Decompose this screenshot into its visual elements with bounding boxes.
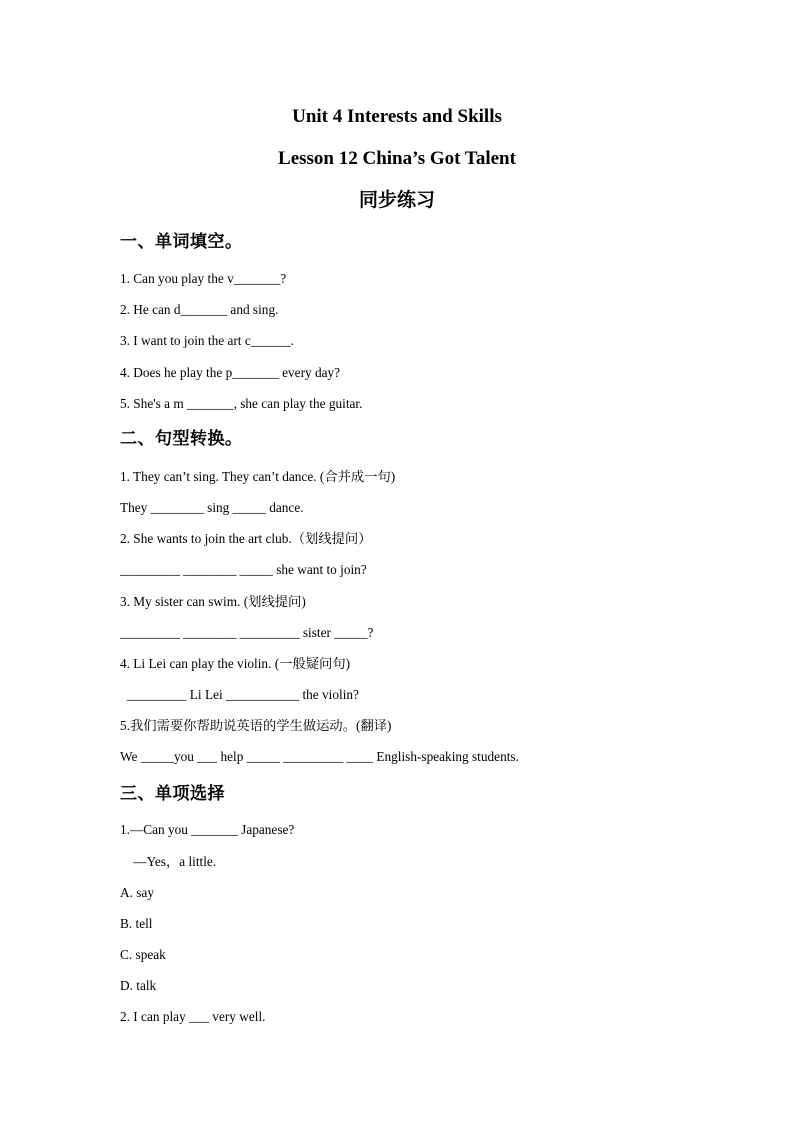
worksheet-subtitle: 同步练习 (358, 190, 435, 211)
answer-line: _________ ________ _________ sister _____? (120, 625, 374, 640)
question-line: 2. I can play ___ very well. (120, 1009, 266, 1024)
exercise-line: 2. He can d_______ and sing. (120, 302, 279, 317)
exercise-line: 1. They can’t sing. They can’t dance. (合并成一句) (120, 469, 396, 484)
exercise-line: 1. Can you play the v_______? (120, 271, 287, 286)
answer-line: _________ ________ _____ she want to join? (120, 562, 367, 577)
lesson-title: Lesson 12 China’s Got Talent (278, 148, 516, 169)
exercise-line: 4. Li Lei can play the violin. (一般疑问句) (120, 656, 351, 671)
section-1-heading: 一、单词填空。 (120, 232, 243, 252)
exercise-line: 4. Does he play the p_______ every day? (120, 365, 341, 380)
question-line: 1.—Can you _______ Japanese? (120, 822, 295, 837)
section-3-heading: 三、单项选择 (120, 784, 225, 804)
option-d: D. talk (120, 978, 157, 993)
exercise-line: 2. She wants to join the art club.（划线提问） (120, 531, 372, 546)
option-a: A. say (120, 885, 154, 900)
answer-line: They ________ sing _____ dance. (120, 500, 304, 515)
option-c: C. speak (120, 947, 166, 962)
answer-line: We _____you ___ help _____ _________ ____ English-speaking students. (120, 749, 519, 764)
option-b: B. tell (120, 916, 153, 931)
exercise-line: 3. My sister can swim. (划线提问) (120, 594, 306, 609)
section-2-heading: 二、句型转换。 (120, 429, 243, 449)
exercise-line: 3. I want to join the art c______. (120, 333, 294, 348)
answer-line: _________ Li Lei ___________ the violin? (120, 687, 359, 702)
unit-title: Unit 4 Interests and Skills (292, 106, 502, 127)
exercise-line: 5. She's a m _______, she can play the guitar. (120, 396, 363, 411)
question-line: —Yes，a little. (120, 854, 217, 869)
exercise-line: 5.我们需要你帮助说英语的学生做运动。(翻译) (120, 718, 392, 733)
